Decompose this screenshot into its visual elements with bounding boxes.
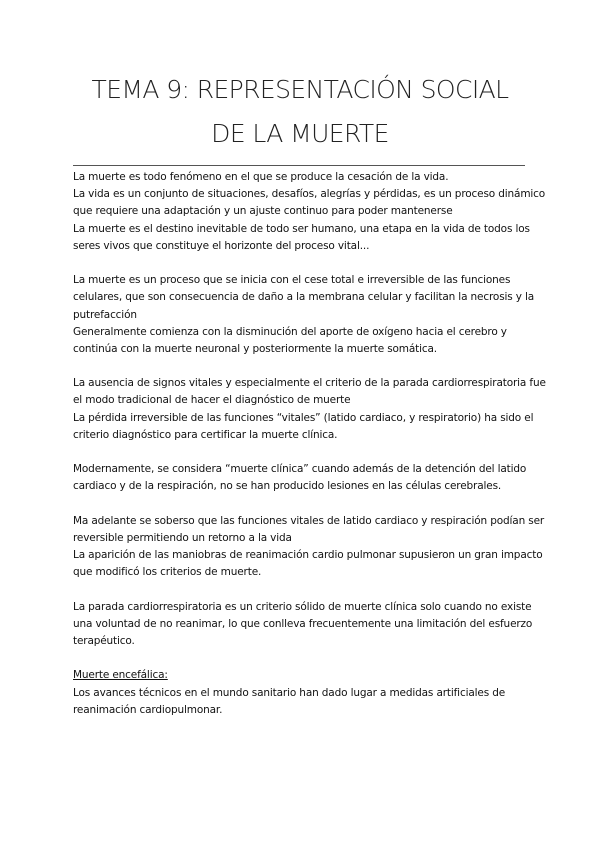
title-divider	[73, 165, 525, 166]
paragraph-gap	[73, 582, 543, 599]
text-line: que modificó los criterios de muerte.	[73, 566, 262, 579]
paragraph-gap	[73, 444, 543, 461]
section-heading: Muerte encefálica:	[73, 669, 168, 682]
page-title-line-2: DE LA MUERTE	[211, 119, 389, 148]
text-line: La ausencia de signos vitales y especialmente el criterio de la parada cardiorrespiratoria fue	[73, 377, 546, 390]
text-line: reanimación cardiopulmonar.	[73, 703, 223, 716]
text-line: La vida es un conjunto de situaciones, desafíos, alegrías y pérdidas, es un proceso dinámico	[73, 188, 546, 201]
text-line: reversible permitiendo un retorno a la vida	[73, 531, 292, 544]
page-title-line-1: TEMA 9: REPRESENTACIÓN SOCIAL	[91, 75, 509, 104]
text-line: criterio diagnóstico para certificar la muerte clínica.	[73, 428, 338, 441]
section-muerte-encefalica	[73, 667, 543, 719]
paragraph-4	[73, 461, 543, 495]
text-line: continúa con la muerte neuronal y posteriormente la muerte somática.	[73, 342, 437, 355]
text-line: celulares, que son consecuencia de daño a la membrana celular y facilitan la necrosis y la	[73, 291, 535, 304]
paragraph-gap	[73, 255, 543, 272]
text-line: La pérdida irreversible de las funciones “vitales” (latido cardiaco, y respiratorio) ha sido el	[73, 411, 534, 424]
text-line: Ma adelante se soberso que las funciones vitales de latido cardiaco y respiración podían ser	[73, 514, 545, 527]
text-line: seres vivos que constituye el horizonte del proceso vital...	[73, 239, 370, 252]
paragraph-2	[73, 272, 543, 358]
text-line: Modernamente, se considera “muerte clínica” cuando además de la detención del latido	[73, 463, 527, 476]
text-line: La muerte es un proceso que se inicia con el cese total e irreversible de las funciones	[73, 274, 511, 287]
paragraph-5	[73, 513, 543, 582]
text-line: La aparición de las maniobras de reanimación cardio pulmonar supusieron un gran impacto	[73, 549, 543, 562]
text-line: La parada cardiorrespiratoria es un criterio sólido de muerte clínica solo cuando no existe	[73, 600, 532, 613]
text-line: Los avances técnicos en el mundo sanitario han dado lugar a medidas artificiales de	[73, 686, 506, 699]
paragraph-gap	[73, 358, 543, 375]
text-line: Generalmente comienza con la disminución del aporte de oxígeno hacia el cerebro y	[73, 325, 507, 338]
paragraph-gap	[73, 650, 543, 667]
paragraph-3	[73, 375, 546, 444]
text-line: que requiere una adaptación y un ajuste continuo para poder mantenerse	[73, 205, 453, 218]
text-line: el modo tradicional de hacer el diagnóstico de muerte	[73, 394, 351, 407]
paragraph-gap	[73, 496, 543, 513]
text-line: La muerte es todo fenómeno en el que se produce la cesación de la vida.	[73, 171, 449, 183]
text-line: terapéutico.	[73, 635, 135, 648]
text-line: cardiaco y de la respiración, no se han producido lesiones en las células cerebrales.	[73, 480, 502, 493]
text-line: La muerte es el destino inevitable de todo ser humano, una etapa en la vida de todos los	[73, 222, 530, 235]
text-line: putrefacción	[73, 308, 137, 321]
paragraph-6	[73, 599, 543, 651]
paragraph-1	[73, 169, 546, 255]
document-body	[73, 169, 546, 719]
text-line: una voluntad de no reanimar, lo que conlleva frecuentemente una limitación del esfuerzo	[73, 617, 533, 630]
